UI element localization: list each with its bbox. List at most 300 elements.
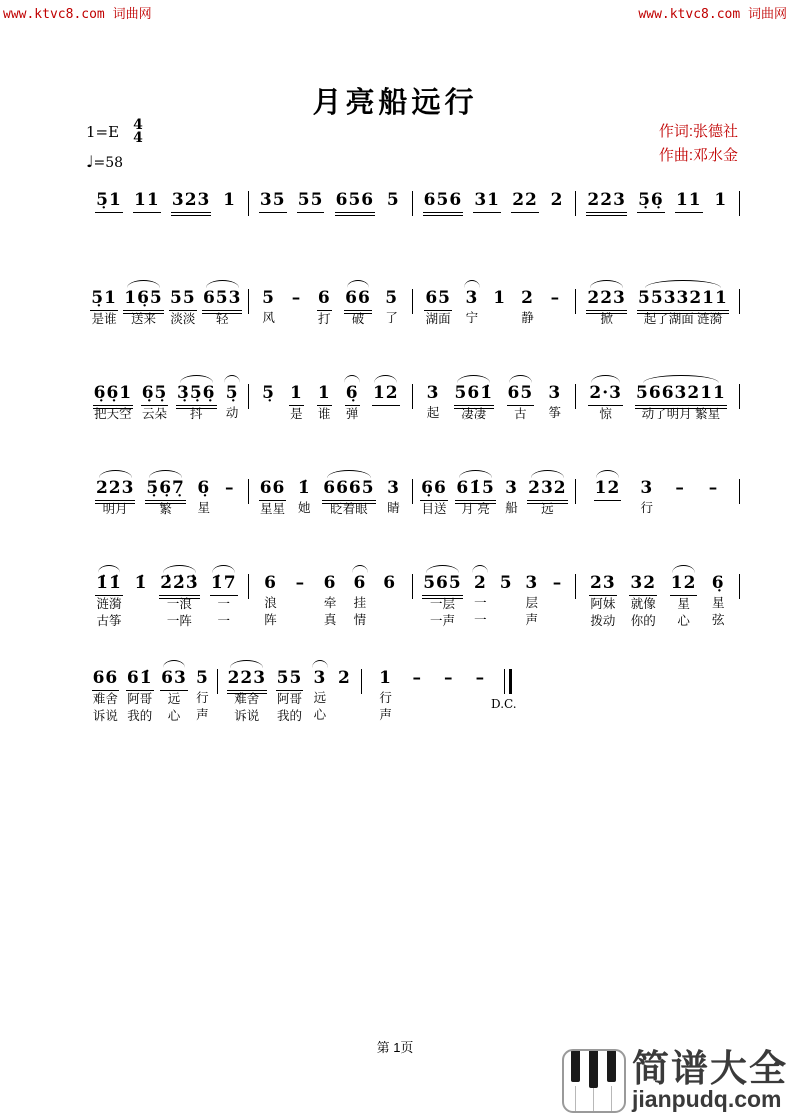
note: 6̣6̣1 <box>93 383 134 406</box>
lyric-syllable: 弦 <box>711 613 725 627</box>
note-unit <box>504 470 520 517</box>
note-unit <box>261 280 277 327</box>
lyric-syllable: 星星 <box>260 502 286 516</box>
lyric-syllable: 心 <box>167 709 181 723</box>
note: 32 <box>629 573 657 596</box>
lyric-syllable: 诉说 <box>92 709 118 723</box>
note: 3 <box>640 478 654 498</box>
note-unit <box>90 280 118 328</box>
note: 61̇ <box>126 668 154 691</box>
slur-arc <box>531 470 564 478</box>
measure <box>576 375 739 423</box>
slur-arc <box>206 280 239 288</box>
lyric-syllable: 动了明月 繁星 <box>641 407 721 421</box>
note: 61̇5 <box>455 478 496 501</box>
note-unit <box>713 182 729 212</box>
note: 5̣6̣7̣ <box>145 478 186 501</box>
lyric-syllable: 难舍 <box>234 692 260 706</box>
watermark-right: www.ktvc8.com 词曲网 <box>638 7 787 22</box>
lyric-syllable: 湖面 <box>425 312 451 326</box>
tempo-value: =58 <box>93 155 124 171</box>
lyric-syllable: 眨着眼 <box>330 502 368 516</box>
lyric-syllable: 声 <box>525 613 539 627</box>
slur-arc <box>596 470 619 478</box>
measure <box>413 565 576 630</box>
slur-arc <box>352 565 368 573</box>
note: 12 <box>670 573 698 596</box>
note-unit <box>263 565 279 629</box>
note-unit <box>288 375 304 423</box>
lyric-syllable: 古 <box>514 407 527 421</box>
note: – <box>552 573 563 593</box>
note: 11 <box>133 190 161 213</box>
measure <box>85 375 248 423</box>
measure <box>413 280 576 328</box>
note: 6665 <box>322 478 375 501</box>
note-unit <box>202 280 243 328</box>
note-unit <box>372 375 400 423</box>
site-name: 简谱大全 <box>632 1048 788 1089</box>
score <box>85 182 740 725</box>
lyric-syllable: 破 <box>351 312 365 326</box>
note: 12 <box>594 478 622 501</box>
lyric-syllable: 月 亮 <box>461 502 490 516</box>
note-unit <box>133 565 149 629</box>
note-unit <box>420 470 448 518</box>
lyric-syllable: 远 <box>541 502 554 516</box>
note: 5 <box>262 288 276 308</box>
note: 223 <box>586 288 627 311</box>
note: 1 <box>714 190 728 210</box>
note-unit <box>507 375 535 423</box>
lyric-syllable: 凄凄 <box>461 407 487 421</box>
lyric-syllable: 明月 <box>102 502 128 516</box>
lyric-syllable: 抖 <box>189 407 203 421</box>
note-unit <box>292 565 308 629</box>
note-unit <box>524 565 540 629</box>
measure <box>362 660 504 724</box>
measure <box>249 565 412 629</box>
slur-arc <box>643 375 718 383</box>
slur-arc <box>590 280 623 288</box>
lyric-syllable: 层 <box>525 596 539 610</box>
score-meta <box>86 119 143 171</box>
note-unit <box>594 470 622 518</box>
score-line <box>85 375 740 423</box>
lyric-syllable: 一 <box>217 614 230 628</box>
piano-keys-icon <box>562 1049 626 1113</box>
note-unit <box>382 565 398 629</box>
barline <box>739 384 740 409</box>
slur-arc <box>180 375 213 383</box>
note-unit <box>422 565 463 630</box>
note: 22 <box>511 190 539 213</box>
lyric-syllable: 起了湖面 涟漪 <box>643 312 723 326</box>
score-line <box>85 660 740 725</box>
note-unit <box>259 182 287 213</box>
note-unit <box>312 660 328 724</box>
note: 3 <box>548 383 562 403</box>
slur-arc <box>98 565 121 573</box>
note-unit <box>706 470 722 517</box>
slur-arc <box>464 280 480 288</box>
note: 12 <box>372 383 400 406</box>
note-unit <box>455 470 496 518</box>
note: 6 <box>323 573 337 593</box>
lyric-syllable: 就像 <box>630 597 656 611</box>
slur-arc <box>459 470 492 478</box>
note: – <box>475 668 486 688</box>
lyric-syllable: 一 <box>474 613 487 627</box>
note-unit <box>160 660 188 725</box>
slur-arc <box>347 280 370 288</box>
note: 1 <box>317 383 332 406</box>
note-unit <box>527 470 568 518</box>
measure <box>85 280 248 328</box>
note: 232 <box>527 478 568 501</box>
lyric-syllable: 情 <box>353 613 367 627</box>
note: 323 <box>171 190 212 213</box>
note: 561̇ <box>454 383 495 406</box>
note: 656 <box>335 190 376 213</box>
lyric-syllable: 目送 <box>421 502 447 516</box>
measure <box>413 182 576 213</box>
slur-arc <box>344 375 360 383</box>
note: – <box>295 573 306 593</box>
note-unit <box>171 182 212 213</box>
note-unit <box>344 280 372 328</box>
slur-arc <box>312 660 328 668</box>
time-signature-bottom: 4 <box>133 130 143 146</box>
final-barline <box>491 669 517 711</box>
slur-arc <box>163 565 196 573</box>
note: 1 <box>223 190 236 210</box>
lyric-syllable: 阿哥 <box>276 692 302 706</box>
note-unit <box>261 375 277 422</box>
note-unit <box>224 375 240 422</box>
lyric-syllable: 把天空 <box>94 407 132 421</box>
note-unit <box>95 565 123 630</box>
slur-arc <box>127 280 160 288</box>
lyric-syllable: 一浪 <box>166 597 192 611</box>
note: 3 <box>465 288 479 308</box>
barline <box>739 574 740 599</box>
note-unit <box>409 660 425 724</box>
note-unit <box>670 565 698 630</box>
dc-marker: D.C. <box>491 697 517 711</box>
note: 31 <box>473 190 501 213</box>
note: 5̣ <box>262 383 276 403</box>
slur-arc <box>212 565 235 573</box>
slur-arc <box>99 470 132 478</box>
note: – <box>225 478 235 498</box>
lyric-syllable: 动 <box>225 406 239 420</box>
note-unit <box>222 182 238 212</box>
note: 65 <box>424 288 452 311</box>
lyric-syllable: 一 <box>474 596 487 610</box>
note-unit <box>133 182 161 213</box>
credits <box>659 120 738 168</box>
note-unit <box>588 375 623 423</box>
score-line <box>85 182 740 216</box>
measure <box>249 280 412 328</box>
note: 565 <box>422 573 463 596</box>
lyric-syllable: 是 <box>290 407 303 421</box>
lyric-syllable: 涟漪 <box>96 597 122 611</box>
lyric-syllable: 阿妹 <box>590 597 616 611</box>
lyric-syllable: 轻 <box>215 312 229 326</box>
barline <box>739 191 740 216</box>
note-unit <box>547 280 563 327</box>
note: 1̇7 <box>210 573 238 596</box>
lyric-syllable: 一阵 <box>166 614 192 628</box>
lyric-syllable: 你的 <box>630 614 656 628</box>
note: 55 <box>297 190 325 213</box>
note: 23 <box>589 573 617 596</box>
note: 223 <box>95 478 136 501</box>
note: 3 <box>426 383 440 403</box>
note: 66 <box>259 478 287 501</box>
note-unit <box>259 470 287 518</box>
note: 55 <box>169 288 197 311</box>
note: 5 <box>499 573 513 593</box>
note-unit <box>547 375 563 422</box>
slur-arc <box>327 470 371 478</box>
lyric-syllable: 一层 <box>429 597 455 611</box>
quarter-note-icon: ♩ <box>86 152 94 171</box>
note-unit <box>352 565 368 629</box>
note-unit <box>498 565 514 629</box>
note-unit <box>316 280 332 328</box>
note-unit <box>194 660 210 724</box>
slur-arc <box>230 660 263 668</box>
lyric-syllable: 星 <box>197 501 211 515</box>
note-unit <box>316 375 332 423</box>
lyric-syllable: 她 <box>298 501 311 515</box>
note: 66 <box>92 668 120 691</box>
note-unit <box>196 470 212 517</box>
note-unit <box>472 565 488 629</box>
measure <box>413 470 576 518</box>
barline <box>739 479 740 504</box>
note: 65 <box>507 383 535 406</box>
note-unit <box>159 565 200 630</box>
lyric-syllable: 了 <box>385 311 398 325</box>
measure <box>576 182 739 213</box>
note-unit <box>441 660 457 724</box>
note-unit <box>222 470 238 517</box>
note-unit <box>386 470 402 517</box>
note: 223 <box>586 190 627 213</box>
note: 2 <box>550 190 564 210</box>
measure <box>218 660 361 725</box>
note: 3 <box>525 573 539 593</box>
note: 5̣ <box>225 383 239 403</box>
note: – <box>412 668 422 688</box>
note: 5 <box>386 190 400 210</box>
lyric-syllable: 星 <box>711 596 725 610</box>
note-unit <box>384 280 400 327</box>
slur-arc <box>224 375 240 383</box>
note: 2·3 <box>588 383 623 406</box>
lyric-syllable: 是谁 <box>91 312 117 326</box>
note: 5̣1 <box>90 288 118 311</box>
note-unit <box>425 375 441 422</box>
lyric-syllable: 拨动 <box>590 614 616 628</box>
lyric-syllable: 筝 <box>548 406 561 420</box>
slur-arc <box>426 565 459 573</box>
note: 1̇ <box>297 478 311 498</box>
site-domain: jianpudq.com <box>632 1086 782 1112</box>
note-unit <box>473 182 501 213</box>
slur-arc <box>645 280 720 288</box>
lyric-syllable: 宁 <box>465 311 479 325</box>
measure <box>249 470 412 518</box>
lyric-syllable: 静 <box>521 311 534 325</box>
note-unit <box>322 470 375 518</box>
note-unit <box>336 660 352 724</box>
lyric-syllable: 阵 <box>264 613 277 627</box>
note-unit <box>511 182 539 213</box>
note: 6̣5̣ <box>141 383 169 406</box>
slur-arc <box>374 375 397 383</box>
lyric-syllable: 远 <box>313 691 327 705</box>
lyricist-credit: 作词:张德社 <box>658 123 738 140</box>
measure <box>249 375 412 423</box>
measure <box>85 182 248 213</box>
note: 5̣6̣ <box>637 190 665 213</box>
note-unit <box>472 660 488 724</box>
note-unit <box>520 280 536 327</box>
note: 1 <box>289 383 304 406</box>
measure <box>85 660 217 725</box>
note: – <box>444 668 454 688</box>
note-unit <box>454 375 495 423</box>
measure <box>413 375 576 423</box>
note-unit <box>297 182 325 213</box>
note: 2 <box>338 668 351 688</box>
lyric-syllable: 真 <box>323 613 337 627</box>
note-unit <box>335 182 376 213</box>
note: 2 <box>473 573 487 593</box>
measure <box>85 565 248 630</box>
note: 3̣5̣6̣ <box>176 383 217 406</box>
note-unit <box>464 280 480 327</box>
slur-arc <box>591 375 619 383</box>
measure <box>576 470 739 518</box>
note-unit <box>145 470 186 518</box>
song-title: 月亮船远行 <box>312 85 478 119</box>
note-unit <box>288 280 304 327</box>
note-unit <box>227 660 268 725</box>
note: 3 <box>313 668 327 688</box>
note-unit <box>123 280 164 328</box>
lyric-syllable: 弹 <box>345 407 359 421</box>
note-unit <box>589 565 617 630</box>
lyric-syllable: 行 <box>379 691 392 705</box>
lyric-syllable: 一 <box>217 597 230 611</box>
note: 1̇1̇ <box>95 573 123 596</box>
lyric-syllable: 淡淡 <box>170 312 196 326</box>
lyric-syllable: 我的 <box>127 709 153 723</box>
note: 5 <box>385 288 399 308</box>
note-unit <box>378 660 394 724</box>
note: – <box>675 478 685 498</box>
time-signature-top: 4 <box>133 117 143 133</box>
note-unit <box>637 280 729 328</box>
lyric-syllable: 风 <box>262 311 275 325</box>
lyric-syllable: 声 <box>196 708 209 722</box>
time-signature <box>133 119 143 145</box>
note-unit <box>586 280 627 328</box>
note: 1 <box>379 668 393 688</box>
lyric-syllable: 行 <box>640 501 653 515</box>
measure <box>85 470 248 518</box>
barline <box>739 289 740 314</box>
note-unit <box>210 565 238 630</box>
note-unit <box>169 280 197 328</box>
note: 16̣5 <box>123 288 164 311</box>
lyric-syllable: 阿哥 <box>127 692 153 706</box>
note-unit <box>276 660 304 725</box>
note: 3 <box>505 478 518 498</box>
score-line <box>85 470 740 518</box>
lyric-syllable: 行 <box>196 691 209 705</box>
note-unit <box>492 280 508 327</box>
measure <box>576 565 739 630</box>
note-unit <box>385 182 401 212</box>
note: 1 <box>493 288 507 308</box>
page-number: 第 1页 <box>376 1040 414 1055</box>
measure <box>576 280 739 328</box>
lyric-syllable: 浪 <box>264 596 277 610</box>
note: 2 <box>521 288 534 308</box>
note-unit <box>92 660 120 725</box>
lyric-syllable: 起 <box>426 406 440 420</box>
note-unit <box>322 565 338 629</box>
lyric-syllable: 睛 <box>387 501 400 515</box>
note-unit <box>710 565 726 629</box>
note-unit <box>141 375 169 423</box>
note-unit <box>635 375 727 423</box>
note-unit <box>176 375 217 423</box>
lyric-syllable: 心 <box>313 708 327 722</box>
slur-arc <box>672 565 695 573</box>
note: 6̣ <box>711 573 725 593</box>
lyric-syllable: 古筝 <box>96 614 122 628</box>
lyric-syllable: 我的 <box>276 709 302 723</box>
note-unit <box>95 182 123 213</box>
note-unit <box>423 182 464 213</box>
slur-arc <box>163 660 186 668</box>
note-unit <box>586 182 627 213</box>
note-unit <box>344 375 360 423</box>
note: 55 <box>276 668 304 691</box>
note: 5663211 <box>635 383 727 406</box>
note: 6 <box>264 573 277 593</box>
lyric-syllable: 一声 <box>429 614 455 628</box>
lyric-syllable: 谁 <box>318 407 331 421</box>
note: 6̣ <box>345 383 360 406</box>
note: 653 <box>202 288 243 311</box>
note: 6 <box>317 288 332 311</box>
slur-arc <box>457 375 490 383</box>
note: 35 <box>259 190 287 213</box>
lyric-syllable: 牵 <box>323 596 337 610</box>
score-line <box>85 565 740 630</box>
note: 6 <box>383 573 397 593</box>
lyric-syllable: 船 <box>505 501 518 515</box>
